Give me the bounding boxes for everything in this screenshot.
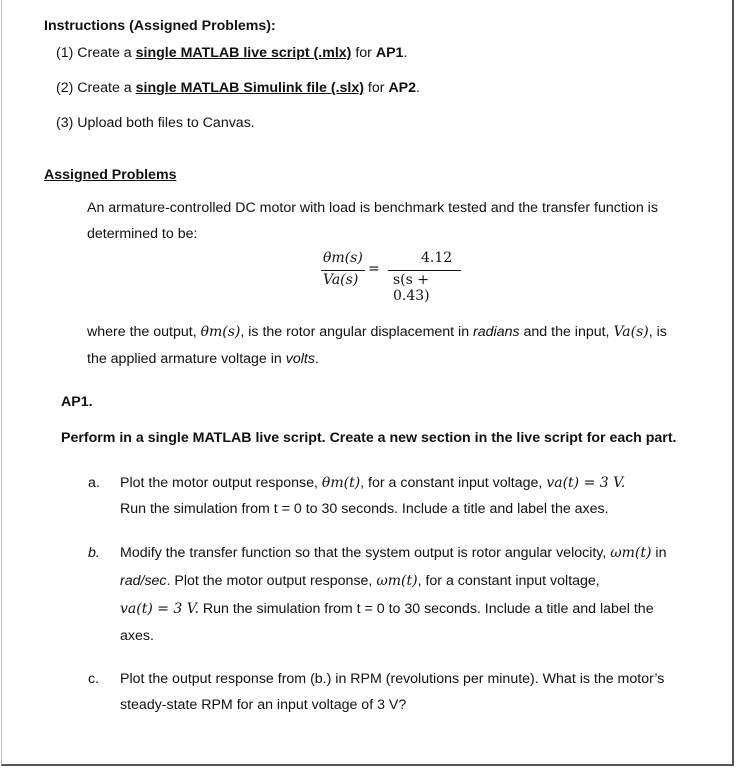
part-a-letter: a. <box>88 475 100 491</box>
ap1-label: AP1. <box>61 394 93 410</box>
problem-statement-line-2: determined to be: <box>87 226 198 242</box>
assigned-problems-heading: Assigned Problems <box>44 167 177 183</box>
part-c-line-2: steady-state RPM for an input voltage of 3 V? <box>120 697 407 713</box>
instruction-item-2: (2) Create a single MATLAB Simulink file (.slx) for AP2. <box>56 80 420 96</box>
part-b-line-3: va(t) = 3 V. Run the simulation from t = 0 to 30 seconds. Include a title and label the <box>120 601 654 617</box>
where-line-2: the applied armature voltage in volts. <box>87 351 319 367</box>
part-c-letter: c. <box>88 671 100 687</box>
part-b-letter: b. <box>88 545 100 561</box>
eq-lhs-numerator: θm(s) <box>323 250 363 266</box>
ap1-instruction: Perform in a single MATLAB live script. Create a new section in the live script for each part. <box>61 430 677 446</box>
part-a-line-1: Plot the motor output response, θm(t), for a constant input voltage, va(t) = 3 V. <box>120 475 626 491</box>
eq-equals: = <box>368 261 380 277</box>
eq-lhs-denominator: Va(s) <box>323 272 359 288</box>
part-b-line-4: axes. <box>120 628 154 644</box>
instruction-item-3: (3) Upload both files to Canvas. <box>56 115 255 131</box>
instruction-item-1: (1) Create a single MATLAB live script (.mlx) for AP1. <box>56 45 408 61</box>
part-b-line-2: rad/sec. Plot the motor output response, ωm(t), for a constant input voltage, <box>120 573 600 589</box>
part-c-line-1: Plot the output response from (b.) in RPM (revolutions per minute). What is the motor’s <box>120 671 665 687</box>
eq-rhs-numerator: 4.12 <box>421 250 453 266</box>
part-a-line-2: Run the simulation from t = 0 to 30 seconds. Include a title and label the axes. <box>120 501 609 517</box>
where-line-1: where the output, θm(s), is the rotor angular displacement in radians and the input, Va(s), is <box>87 324 667 340</box>
part-b-line-1: Modify the transfer function so that the system output is rotor angular velocity, ωm(t) in <box>120 545 667 561</box>
transfer-function-equation <box>318 250 463 304</box>
instructions-heading: Instructions (Assigned Problems): <box>44 18 276 34</box>
slx-requirement: single MATLAB Simulink file (.slx) <box>135 80 364 96</box>
eq-rhs-denominator: s(s + 0.43) <box>393 272 430 304</box>
mlx-requirement: single MATLAB live script (.mlx) <box>135 45 352 61</box>
problem-statement-line-1: An armature-controlled DC motor with load is benchmark tested and the transfer function is <box>87 200 658 216</box>
